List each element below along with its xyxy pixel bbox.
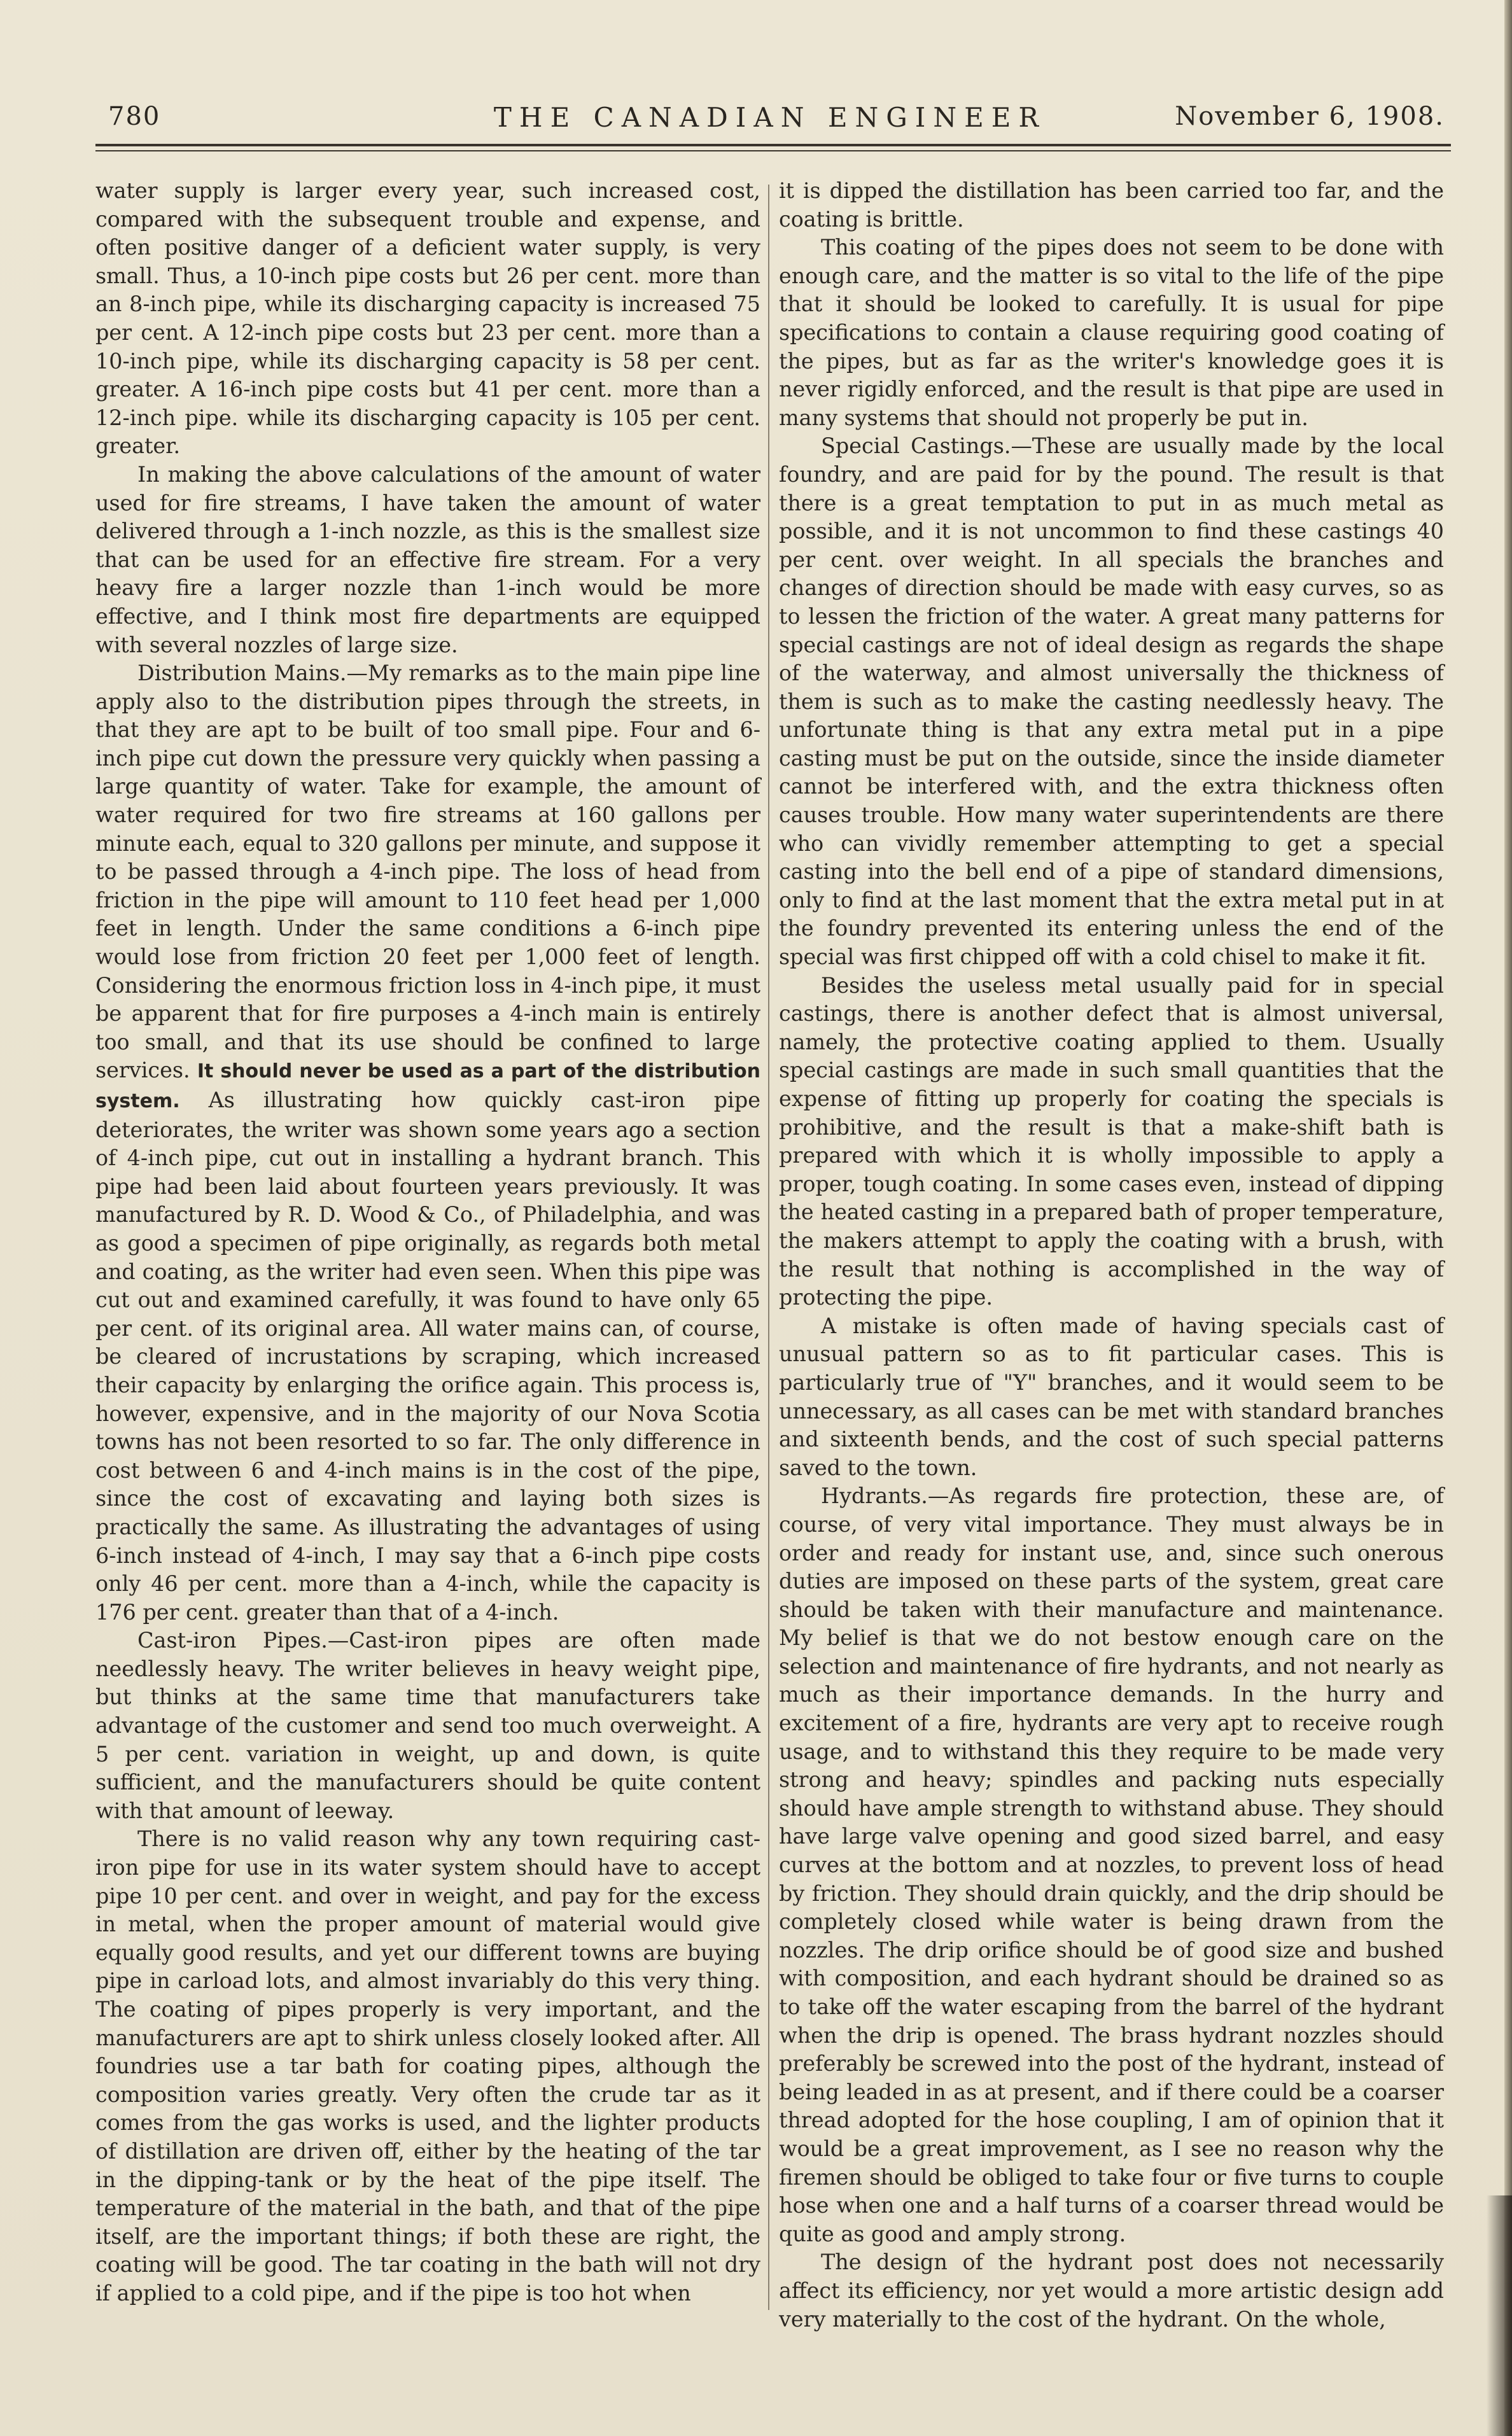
paragraph: Hydrants.—As regards fire protection, these are, of course, of very vital importance. They must always be in order and ready for instant use, and, since such onerous duties are imposed on these parts of the system, great care should be taken with their manufacture and maintenance. My belief is that we do not bestow enough care on the selection and maintenance of fire hydrants, and not nearly as much as their importance demands. In the hurry and excitement of a fire, hydrants are very apt to receive rough usage, and to withstand this they require to be made very strong and heavy; spindles and packing nuts especially should have ample strength to withstand abuse. They should have large valve opening and good sized barrel, and easy curves at the bottom and at nozzles, to prevent loss of head by friction. They should drain quickly, and the drip should be completely closed while water is being drawn from the nozzles. The drip orifice should be of good size and bushed with composition, and each hydrant should be drained so as to take off the water escaping from the barrel of the hydrant when the drip is opened. The brass hydrant nozzles should preferably be screwed into the post of the hydrant, instead of being leaded in as at present, and if there could be a coarser thread adopted for the hose coupling, I am of opinion that it would be a great improvement, as I see no reason why the firemen should be obliged to take four or five turns to couple hose when one and a half turns of a coarser thread would be quite as good and amply strong. (779, 1483, 1444, 2246)
paragraph (95, 659, 760, 1627)
paragraph: A mistake is often made of having specials cast of unusual pattern so as to fit particular cases. This is particularly true of "Y" branches, and it would seem to be unnecessary, as all cases can be met with standard branches and sixteenth bends, and the cost of such special patterns saved to the town. (779, 1313, 1444, 1480)
paragraph: The design of the hydrant post does not necessarily affect its efficiency, nor yet would a more artistic design add very materially to the cost of the hydrant. On the whole, (779, 2250, 1444, 2332)
paragraph: This coating of the pipes does not seem to be done with enough care, and the matter is so vital to the life of the pipe that it should be looked to carefully. It is usual for pipe specifications to contain a clause requiring good coating of the pipes, but as far as the writer's knowledge goes it is never rigidly enforced, and the result is that pipe are used in many systems that should not properly be put in. (779, 235, 1444, 430)
paragraph: In making the above calculations of the amount of water used for fire streams, I have taken the amount of water delivered through a 1-inch nozzle, as this is the smallest size that can be used for an effective fire stream. For a very heavy fire a larger nozzle than 1-inch would be more effective, and I think most fire departments are equipped with several nozzles of large size. (95, 461, 760, 657)
paragraph-text: As illustrating how quickly cast-iron pipe deteriorates, the writer was shown some years ago a section of 4-inch pipe, cut out in installing a hydrant branch. This pipe had been laid about fourteen years previously. It was manufactured by R. D. Wood & Co., of Philadelphia, and was as good a specimen of pipe originally, as regards both metal and coating, as the writer had even seen. When this pipe was cut out and examined carefully, it was found to have only 65 per cent. of its original area. All water mains can, of course, be cleared of incrustations by scraping, which increased their capacity by enlarging the orifice again. This process is, however, expensive, and in the majority of our Nova Scotia towns has not been resorted to so far. The only difference in cost between 6 and 4-inch mains is in the cost of the pipe, since the cost of excavating and laying both sizes is practically the same. As illustrating the advantages of using 6-inch instead of 4-inch, I may say that a 6-inch pipe costs only 46 per cent. more than a 4-inch, while the capacity is 176 per cent. greater than that of a 4-inch. (95, 1088, 760, 1625)
right-column (779, 177, 1444, 2334)
page-edge (1504, 0, 1512, 2436)
paragraph-text: Distribution Mains.—My remarks as to the main pipe line apply also to the distribution pipes through the streets, in that they are apt to be built of too small pipe. Four and 6-inch pipe cut down the pressure very quickly when passing a large quantity of water. Take for example, the amount of water required for two fire streams at 160 gallons per minute each, equal to 320 gallons per minute, and suppose it to be passed through a 4-inch pipe. The loss of head from friction in the pipe will amount to 110 feet head per 1,000 feet in length. Under the same conditions a 6-inch pipe would lose from friction 20 feet per 1,000 feet of length. Considering the enormous friction loss in 4-inch pipe, it must be apparent that for fire purposes a 4-inch main is entirely too small, and that its use should be confined to large services. (95, 661, 760, 1083)
paragraph: Cast-iron Pipes.—Cast-iron pipes are often made needlessly heavy. The writer believes in heavy weight pipe, but thinks at the same time that manufacturers take advantage of the customer and send too much overweight. A 5 per cent. variation in weight, up and down, is quite sufficient, and the manufacturers should be quite content with that amount of leeway. (95, 1628, 760, 1823)
paragraph: Besides the useless metal usually paid for in special castings, there is another defect that is almost universal, namely, the protective coating applied to them. Usually special castings are made in such small quantities that the expense of fitting up properly for coating the specials is prohibitive, and the result is that a make-shift bath is prepared with which it is wholly impossible to apply a proper, tough coating. In some cases even, instead of dipping the heated casting in a prepared bath of proper temperature, the makers attempt to apply the coating with a brush, with the result that nothing is accomplished in the way of protecting the pipe. (779, 972, 1444, 1310)
journal-title: THE CANADIAN ENGINEER (493, 102, 1047, 133)
running-header (95, 95, 1445, 146)
column-divider (768, 185, 769, 2310)
paragraph: There is no valid reason why any town requiring cast-iron pipe for use in its water system should have to accept pipe 10 per cent. and over in weight, and pay for the excess in metal, when the proper amount of material would give equally good results, and yet our different towns are buying pipe in carload lots, and almost invariably do this very thing. The coating of pipes properly is very important, and the manufacturers are apt to shirk unless closely looked after. All foundries use a tar bath for coating pipes, although the composition varies greatly. Very often the crude tar as it comes from the gas works is used, and the lighter products of distillation are driven off, either by the heating of the tar in the dipping-tank or by the heat of the pipe itself. The temperature of the material in the bath, and that of the pipe itself, are the important things; if both these are right, the coating will be good. The tar coating in the bath will not dry if applied to a cold pipe, and if the pipe is too hot when (95, 1826, 760, 2306)
paragraph: it is dipped the distillation has been carried too far, and the coating is brittle. (779, 178, 1444, 232)
header-rule-thick (95, 144, 1451, 146)
paragraph: Special Castings.—These are usually made by the local foundry, and are paid for by the pound. The result is that there is a great temptation to put in as much metal as possible, and it is not uncommon to find these castings 40 per cent. over weight. In all specials the branches and changes of direction should be made with easy curves, so as to lessen the friction of the water. A great many patterns for special castings are not of ideal design as regards the shape of the waterway, and almost universally the thickness of them is such as to make the casting needlessly heavy. The unfortunate thing is that any extra metal put in a pipe casting must be put on the outside, since the inside diameter cannot be interfered with, and the extra thickness often causes trouble. How many water superintendents are there who can vividly remember attempting to get a special casting into the bell end of a pipe of standard dimensions, only to find at the last moment that the extra metal put in at the foundry prevented its entering unless the end of the special was first chipped off with a cold chisel to make it fit. (779, 433, 1444, 970)
left-column (95, 177, 760, 2308)
page-number: 780 (108, 102, 161, 131)
bold-emphasis: It should never be used as a part of the distribution system. (95, 1060, 760, 1112)
paragraph: water supply is larger every year, such increased cost, compared with the subsequent trouble and expense, and often positive danger of a deficient water supply, is very small. Thus, a 10-inch pipe costs but 26 per cent. more than an 8-inch pipe, while its discharging capacity is increased 75 per cent. A 12-inch pipe costs but 23 per cent. more than a 10-inch pipe, while its discharging capacity is 58 per cent. greater. A 16-inch pipe costs but 41 per cent. more than a 12-inch pipe. while its discharging capacity is 105 per cent. greater. (95, 178, 760, 459)
page-edge-shadow (1487, 2195, 1512, 2436)
issue-date: November 6, 1908. (1175, 102, 1445, 131)
header-rule-thin (95, 150, 1451, 151)
